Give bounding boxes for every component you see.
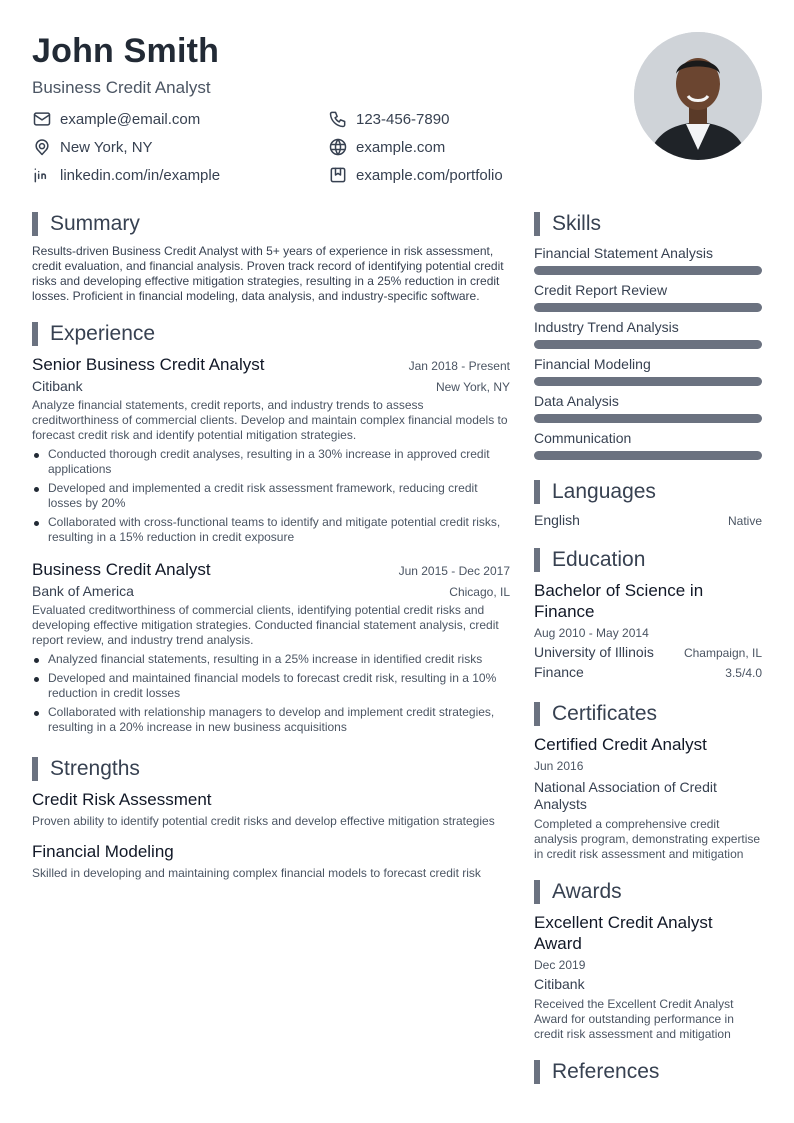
language-level: Native	[727, 514, 762, 528]
summary-heading	[32, 212, 510, 236]
skill-item	[534, 281, 762, 312]
skill-item	[534, 318, 762, 349]
strengths-heading-text: Strengths	[50, 757, 140, 780]
certificates-heading	[534, 702, 762, 726]
section-accent-bar	[32, 322, 38, 346]
education-field: Finance	[534, 664, 584, 680]
experience-heading-text: Experience	[50, 322, 156, 345]
skill-name: Industry Trend Analysis	[534, 319, 679, 335]
awards-heading-text: Awards	[552, 880, 622, 903]
section-accent-bar	[534, 702, 540, 726]
skill-name: Credit Report Review	[534, 282, 668, 298]
contact-location	[32, 136, 153, 158]
mail-icon	[32, 109, 52, 129]
skill-item	[534, 355, 762, 386]
contact-phone[interactable]	[328, 108, 449, 130]
section-accent-bar	[534, 1060, 540, 1084]
education-heading-text: Education	[552, 548, 646, 571]
experience-date: Jan 2018 - Present	[408, 359, 510, 373]
experience-company: Citibank	[32, 378, 83, 394]
experience-title: Business Credit Analyst	[32, 560, 211, 579]
education-date: Aug 2010 - May 2014	[534, 626, 649, 640]
experience-bullets	[32, 652, 510, 735]
award-date: Dec 2019	[534, 958, 586, 972]
skill-item	[534, 429, 762, 460]
skill-level-bar	[534, 377, 762, 386]
contact-portfolio[interactable]	[328, 164, 503, 186]
left-column	[32, 212, 510, 881]
linkedin-text: linkedin.com/in/example	[60, 166, 221, 184]
phone-icon	[328, 109, 348, 129]
summary-text: Results-driven Business Credit Analyst with 5+ years of experience in risk assessment, credit evaluation, and financial analysis. Proven track record of identifying potential credit risks and developing effective mitigation strategies, resulting in a 25% reduction in credit losses. Proficient in financial modeling, data analysis, and industry-specific software.	[32, 244, 504, 303]
bookmark-icon	[328, 165, 348, 185]
experience-description: Evaluated creditworthiness of commercial clients, identifying potential credit risks and developing effective mitigation strategies. Conducted financial statement analysis, credit report review, and industry trend analysis.	[32, 603, 499, 647]
skill-name: Communication	[534, 430, 632, 446]
skill-level-bar	[534, 451, 762, 460]
award-description: Received the Excellent Credit Analyst Award for outstanding performance in credit risk assessment and mitigation	[534, 997, 734, 1041]
experience-location: Chicago, IL	[449, 585, 510, 599]
experience-date: Jun 2015 - Dec 2017	[398, 564, 510, 578]
summary-heading-text: Summary	[50, 212, 140, 235]
strengths-heading	[32, 757, 510, 781]
skill-level-bar	[534, 414, 762, 423]
section-accent-bar	[534, 212, 540, 236]
bullet-item: Analyzed financial statements, resulting in a 25% increase in identified credit risks	[32, 652, 510, 667]
contact-email[interactable]	[32, 108, 200, 130]
portfolio-text: example.com/portfolio	[356, 166, 503, 184]
location-text: New York, NY	[60, 138, 153, 156]
skills-heading-text: Skills	[552, 212, 602, 235]
section-accent-bar	[32, 212, 38, 236]
skill-name: Financial Modeling	[534, 356, 651, 372]
strength-description: Skilled in developing and maintaining complex financial models to forecast credit risk	[32, 866, 481, 880]
strength-description: Proven ability to identify potential credit risks and develop effective mitigation strategies	[32, 814, 495, 828]
award-title: Excellent Credit Analyst Award	[534, 913, 713, 953]
strength-title: Credit Risk Assessment	[32, 790, 212, 809]
certificate-description: Completed a comprehensive credit analysis program, demonstrating expertise in credit risk assessment and mitigation	[534, 817, 761, 861]
languages-heading-text: Languages	[552, 480, 656, 503]
experience-company: Bank of America	[32, 583, 134, 599]
award-entry	[534, 912, 762, 1042]
contact-linkedin[interactable]	[32, 164, 220, 186]
references-heading-text: References	[552, 1060, 660, 1083]
strength-title: Financial Modeling	[32, 842, 174, 861]
skill-name: Data Analysis	[534, 393, 619, 409]
bullet-item: Developed and implemented a credit risk assessment framework, reducing credit losses by 20%	[32, 481, 510, 511]
bullet-item: Collaborated with relationship managers to develop and implement credit strategies, resulting in a 20% increase in new business acquisitions	[32, 705, 510, 735]
globe-icon	[328, 137, 348, 157]
avatar-illustration	[634, 32, 762, 160]
skill-level-bar	[534, 340, 762, 349]
education-heading	[534, 548, 762, 572]
experience-title: Senior Business Credit Analyst	[32, 355, 265, 374]
contact-website[interactable]	[328, 136, 445, 158]
award-issuer: Citibank	[534, 976, 585, 992]
resume-header	[32, 30, 632, 192]
education-gpa: 3.5/4.0	[725, 666, 762, 680]
skill-level-bar	[534, 266, 762, 275]
bullet-item: Conducted thorough credit analyses, resulting in a 30% increase in approved credit applications	[32, 447, 510, 477]
job-title: Business Credit Analyst	[32, 78, 211, 97]
experience-entry	[32, 354, 510, 545]
experience-heading	[32, 322, 510, 346]
language-item	[534, 512, 762, 528]
skill-name: Financial Statement Analysis	[534, 245, 713, 261]
languages-heading	[534, 480, 762, 504]
phone-text: 123-456-7890	[356, 110, 450, 128]
experience-location: New York, NY	[435, 380, 510, 394]
certificate-date: Jun 2016	[534, 759, 584, 773]
skills-heading	[534, 212, 762, 236]
certificate-entry	[534, 734, 762, 862]
section-accent-bar	[534, 880, 540, 904]
awards-heading	[534, 880, 762, 904]
map-pin-icon	[32, 137, 52, 157]
education-location: Champaign, IL	[683, 646, 762, 660]
section-accent-bar	[534, 480, 540, 504]
education-school: University of Illinois	[534, 644, 654, 660]
skill-item	[534, 244, 762, 275]
strength-item	[32, 841, 510, 881]
skill-level-bar	[534, 303, 762, 312]
website-text: example.com	[356, 138, 446, 156]
references-heading	[534, 1060, 762, 1084]
education-degree: Bachelor of Science in Finance	[534, 581, 704, 621]
person-name: John Smith	[32, 32, 220, 70]
certificate-issuer: National Association of Credit Analysts	[534, 779, 717, 812]
section-accent-bar	[534, 548, 540, 572]
experience-bullets	[32, 447, 510, 545]
section-accent-bar	[32, 757, 38, 781]
strength-item	[32, 789, 510, 829]
linkedin-icon	[32, 165, 52, 185]
bullet-item: Developed and maintained financial models to forecast credit risk, resulting in a 10% reduction in credit losses	[32, 671, 510, 701]
experience-description: Analyze financial statements, credit reports, and industry trends to assess creditworthiness of commercial clients. Develop and maintain complex financial models to forecast credit risk and identify potential mitigation strategies.	[32, 398, 508, 442]
skill-item	[534, 392, 762, 423]
language-name: English	[534, 512, 580, 528]
contact-info	[32, 108, 592, 192]
certificates-heading-text: Certificates	[552, 702, 658, 725]
right-column	[534, 212, 762, 1092]
certificate-title: Certified Credit Analyst	[534, 735, 707, 754]
bullet-item: Collaborated with cross-functional teams to identify and mitigate potential credit risks, resulting in a 15% reduction in credit exposure	[32, 515, 510, 545]
experience-entry	[32, 559, 510, 735]
education-entry	[534, 580, 762, 680]
profile-photo	[634, 32, 762, 160]
email-text: example@email.com	[60, 110, 201, 128]
